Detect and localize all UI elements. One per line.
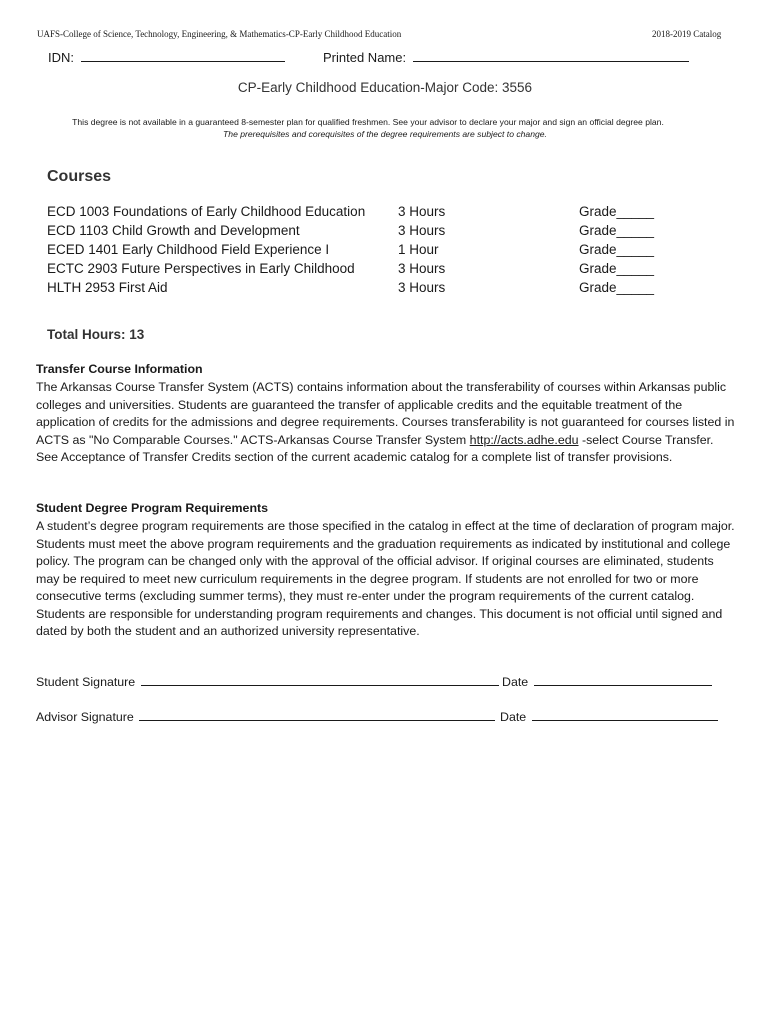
notice-line-1: This degree is not available in a guaranteed 8-semester plan for qualified freshmen. See your advisor to declare your major and sign an official degree plan. [72, 117, 664, 127]
advisor-date-label: Date [500, 710, 527, 724]
advisor-signature-field[interactable] [36, 710, 495, 724]
advisor-date-field[interactable] [500, 710, 718, 724]
idn-line[interactable] [81, 60, 285, 62]
printed-name-line[interactable] [413, 60, 689, 62]
page-title: CP-Early Childhood Education-Major Code: 3556 [237, 80, 533, 95]
course-name: ECD 1003 Foundations of Early Childhood Education [47, 204, 366, 219]
requirements-text: A student’s degree program requirements are those specified in the catalog in effect at the time of declaration of program major. Students must meet the above program requirements and the graduation requirements as indicated by institutional and college policy. The program can be changed only with the approval of the official advisor. If original courses are eliminated, students may be required to meet new curriculum requirements in the degree program. If students are not enrolled for two or more consecutive terms (excluding summer terms), they must re-enter under the program requirements of the current catalog. Students are responsible for understanding program requirements and changes. This document is not official until signed and dated by both the student and an authorized university representative. [36, 519, 735, 638]
header-college-line: UAFS-College of Science, Technology, Engineering, & Mathematics-CP-Early Childhood Education [37, 29, 402, 39]
courses-heading: Courses [47, 168, 112, 185]
printed-name-label: Printed Name: [323, 50, 407, 65]
advisor-date-line[interactable] [532, 719, 718, 721]
student-date-line[interactable] [534, 684, 712, 686]
course-grade[interactable]: Grade_____ [579, 242, 655, 257]
course-hours: 1 Hour [398, 242, 439, 257]
student-date-label: Date [502, 675, 529, 689]
idn-label: IDN: [48, 50, 74, 65]
advisor-signature-label: Advisor Signature [36, 710, 134, 724]
notice-line-2: The prerequisites and corequisites of the degree requirements are subject to change. [223, 129, 547, 139]
transfer-text-part-2: -select Course Transfer. See Acceptance of Transfer Credits section of the current academic catalog for a complete list of transfer provisions. [36, 432, 714, 464]
course-hours: 3 Hours [398, 280, 446, 295]
requirements-title: Student Degree Program Requirements [36, 501, 269, 515]
course-grade[interactable]: Grade_____ [579, 261, 655, 276]
course-name: ECTC 2903 Future Perspectives in Early Childhood [47, 261, 355, 276]
header-catalog-year: 2018-2019 Catalog [652, 29, 722, 39]
course-hours: 3 Hours [398, 223, 446, 238]
student-signature-line[interactable] [141, 684, 499, 686]
course-grade[interactable]: Grade_____ [579, 223, 655, 238]
student-date-field[interactable] [502, 675, 712, 689]
idn-field[interactable] [48, 50, 285, 65]
acts-link[interactable]: http://acts.adhe.edu [469, 432, 579, 447]
printed-name-field[interactable] [323, 50, 689, 65]
total-hours: Total Hours: 13 [47, 327, 145, 342]
transfer-text [36, 379, 736, 467]
course-name: ECD 1103 Child Growth and Development [47, 223, 300, 238]
student-signature-label: Student Signature [36, 675, 136, 689]
course-grade[interactable]: Grade_____ [579, 204, 655, 219]
course-grade[interactable]: Grade_____ [579, 280, 655, 295]
transfer-title: Transfer Course Information [36, 362, 203, 376]
advisor-signature-line[interactable] [139, 719, 495, 721]
course-hours: 3 Hours [398, 204, 446, 219]
course-name: HLTH 2953 First Aid [47, 280, 168, 295]
transfer-text-part-1: The Arkansas Course Transfer System (ACTS) contains information about the transferability of courses within Arkansas public colleges and universities. Students are guaranteed the transfer of applicable credits and the equitable treatment of the application of credits for the admissions and degree requirements. Courses transferability is not guaranteed for courses listed in ACTS as "No Comparable Courses." ACTS-Arkansas Course Transfer System [36, 380, 735, 447]
student-signature-field[interactable] [36, 675, 499, 689]
course-hours: 3 Hours [398, 261, 446, 276]
course-name: ECED 1401 Early Childhood Field Experience I [47, 242, 330, 257]
